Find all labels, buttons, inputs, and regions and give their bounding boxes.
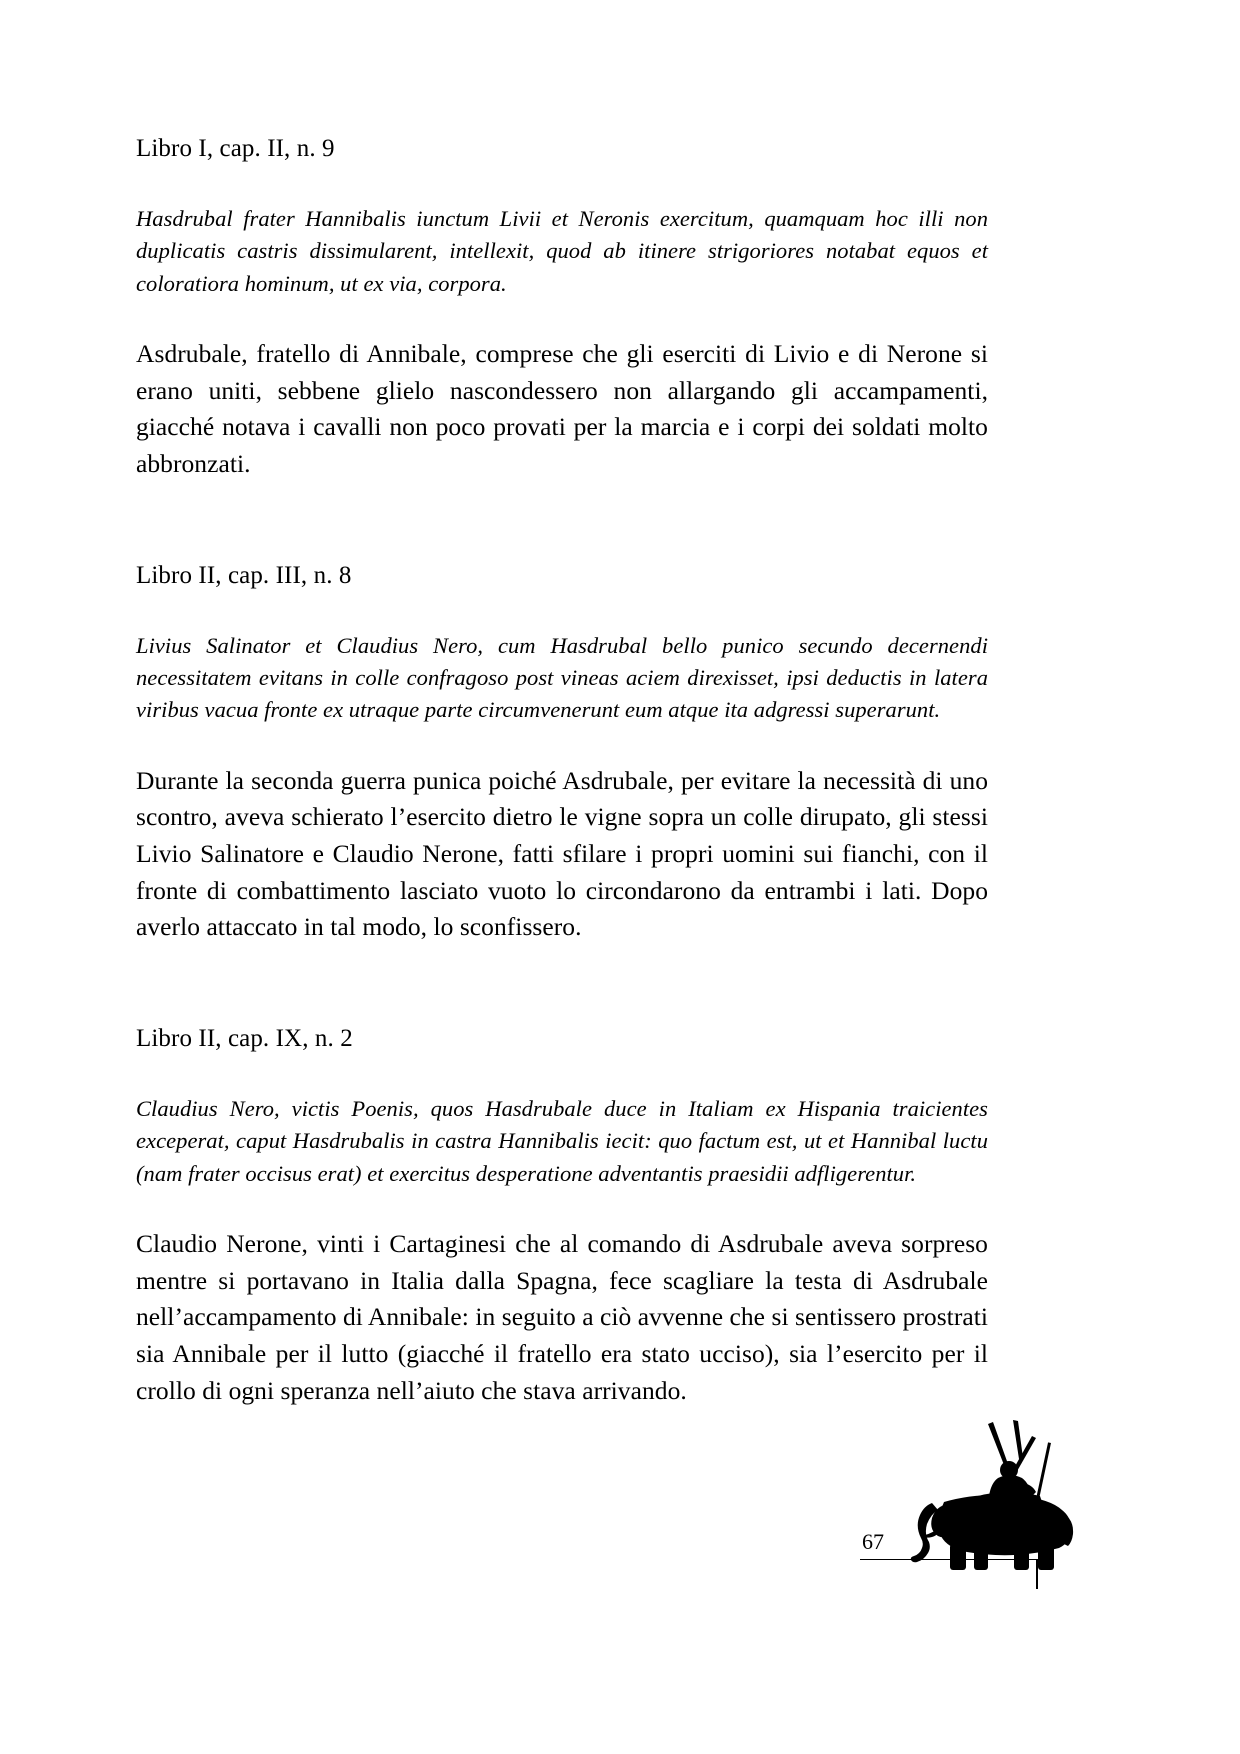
footer-rule bbox=[860, 1559, 1038, 1561]
latin-quote-2: Livius Salinator et Claudius Nero, cum Hasdrubal bello punico secundo decernendi necessitatem evitans in colle confragoso post vineas aciem direxisset, ipsi deductis in latera viribus vacua fronte ex utraque parte circumvenerunt eum atque ita adgressi superarunt. bbox=[136, 632, 988, 723]
page-number: 67 bbox=[862, 1529, 884, 1554]
latin-quote-1: Hasdrubal frater Hannibalis iunctum Livii et Neronis exercitum, quamquam hoc illi non duplicatis castris dissimularent, intellexit, quod ab itinere strigoriores notabat equos et coloratiora hominum, ut ex via, corpora. bbox=[136, 206, 988, 296]
spacer bbox=[136, 165, 988, 203]
italian-translation-1: Asdrubale, fratello di Annibale, comprese che gli eserciti di Livio e di Nerone si erano uniti, sebbene glielo nascondessero non allargando gli accampamenti, giacché notava i cavalli non poco provati per la marcia e i corpi dei soldati molto abbronzati. bbox=[136, 338, 988, 478]
spacer bbox=[136, 1190, 988, 1226]
page-content bbox=[136, 132, 988, 1410]
spacer bbox=[136, 946, 988, 1022]
italian-translation-3: Claudio Nerone, vinti i Cartaginesi che al comando di Asdrubale aveva sorpreso mentre si portavano in Italia dalla Spagna, fece scagliare la testa di Asdrubale nell’accampamento di Annibale: in seguito a ciò avvenne che si sentissero prostrati sia Annibale per il lutto (giacché il fratello era stato ucciso), sia l’esercito per il crollo di ogni speranza nell’aiuto che stava arrivando. bbox=[136, 1229, 988, 1405]
footer-rule-tick bbox=[1036, 1559, 1038, 1589]
latin-quote-3: Claudius Nero, victis Poenis, quos Hasdrubale duce in Italiam ex Hispania traicientes exceperat, caput Hasdrubalis in castra Hannibalis iecit: quo factum est, ut et Hannibal luctu (nam frater occisus erat) et exercitus desperatione adventantis praesidii adfligerentur. bbox=[136, 1096, 988, 1186]
footer-inner bbox=[840, 1410, 1100, 1595]
spacer bbox=[136, 727, 988, 763]
section-heading-1: Libro I, cap. II, n. 9 bbox=[136, 135, 335, 162]
spacer bbox=[136, 483, 988, 559]
spacer bbox=[136, 592, 988, 630]
war-elephant-icon bbox=[892, 1418, 1097, 1573]
section-heading-3: Libro II, cap. IX, n. 2 bbox=[136, 1025, 353, 1053]
section-heading-2: Libro II, cap. III, n. 8 bbox=[136, 561, 352, 589]
page-footer bbox=[0, 1395, 1240, 1595]
italian-translation-2: Durante la seconda guerra punica poiché Asdrubale, per evitare la necessità di uno scontro, aveva schierato l’esercito dietro le vigne sopra un colle dirupato, gli stessi Livio Salinatore e Claudio Nerone, fatti sfilare i propri uomini sui fianchi, con il fronte di combattimento lasciato vuoto lo circondarono da entrambi i lati. Dopo averlo attaccato in tal modo, lo sconfissero. bbox=[136, 765, 988, 942]
spacer bbox=[136, 1055, 988, 1093]
spacer bbox=[136, 300, 988, 336]
